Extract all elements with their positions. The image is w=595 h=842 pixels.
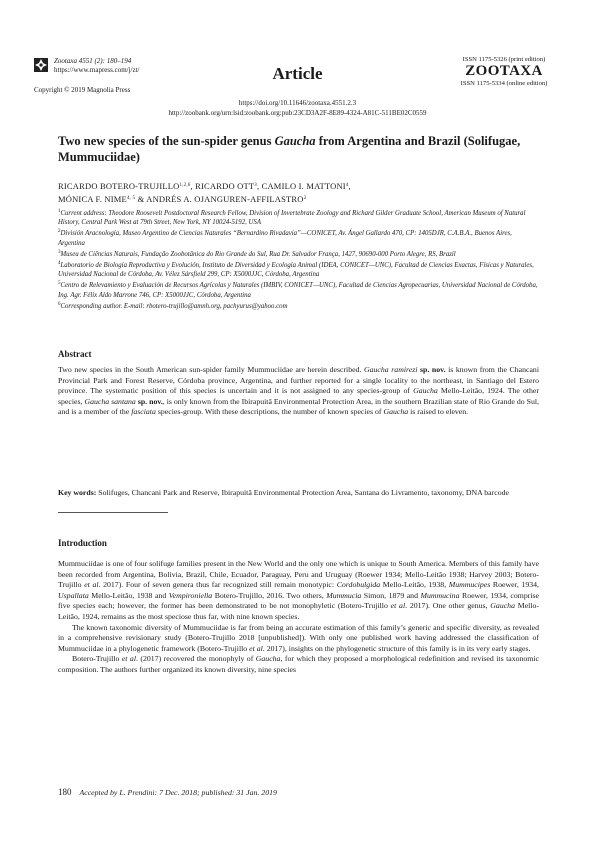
keywords: Key words: Solifuges, Chancani Park and Reserve, Ibirapuitã Environmental Protection Area, Santana do Livramento, taxonomy, DNA barcode: [58, 488, 509, 497]
zoobank-lsid-link[interactable]: http://zoobank.org/urn:lsid:zoobank.org:pub:23CD3A2F-8E89-4324-A81C-511BE02C0559: [168, 108, 427, 117]
section-divider: [58, 512, 168, 513]
affiliation-4: $^4$Laboratorio de Biología Reproductiva y Evolución, Instituto de Diversidad y Ecología Animal (IDEA, CONICET—UNC), Facultad de Ciencias Exactas, Físicas y Naturales, Universidad Nacional de Córdoba, Av. Vélez Sársfield 299, CP: X5000JJC, Córdoba, Argentina: [58, 261, 534, 279]
abstract-text: Two new species in the South American sun-spider family Mummuciidae are herein described. Gaucha ramirezi sp. nov. is known from the Chancani Provincial Park and Forest Reserve, Córdoba province, Argentina, and further reported for a single locality to the northeast, in Santiago del Estero province. The systematic position of this species is uncertain and it is not assigned to any species-group of Gaucha Mello-Leitão, 1924. The other species, Gaucha santana sp. nov., is only known from the Ibirapuitã Environmental Protection Area, in the southern Brazilian state of Rio Grande do Sul, and is a member of the fasciata species-group. With these descriptions, the number of known species of Gaucha is raised to eleven.: [58, 365, 539, 417]
affiliations: [58, 207, 538, 311]
intro-paragraph-3: Botero-Trujillo et al. (2017) recovered the monophyly of Gaucha, for which they proposed a morphological redefinition and revised its taxonomic composition. The authors further organized its known diversity, nine species: [58, 654, 539, 674]
doi-link[interactable]: https://doi.org/10.11646/zootaxa.4551.2.3: [238, 99, 357, 107]
journal-volume-line: Zootaxa 4551 (2): 180–194: [54, 57, 132, 65]
introduction-heading: Introduction: [58, 538, 107, 548]
intro-paragraph-2: The known taxonomic diversity of Mummuciidae is far from being an accurate estimation of this family’s generic and specific diversity, as revealed in a comprehensive revisionary study (Botero-Trujillo 2018 [unpublished]). With only one published work having addressed the classification of Mummuciidae in a phylogenetic framework (Botero-Trujillo et al. 2017), insights on the phylogenetic structure of this family is in its very early stages.: [58, 622, 539, 653]
page-number: 180: [58, 787, 72, 797]
article-type-label: Article: [272, 64, 323, 83]
affiliation-3: $^3$Museu de Ciências Naturais, Fundação Zoobotânica do Rio Grande do Sul, Rua Dr. Salvador França, 1427, 90690-000 Porto Alegre, RS, Brazil: [58, 249, 456, 258]
introduction-body: [58, 559, 539, 676]
copyright-line: Copyright © 2019 Magnolia Press: [34, 86, 131, 94]
intro-paragraph-1: Mummuciidae is one of four solifuge families present in the New World and the only one which is unique to South America. Members of this family have been recorded from Argentina, Bolivia, Brazil, Chile, Ecuador, Paraguay, Peru and Uruguay (Roewer 1934; Mello-Leitão 1938; Harvey 2003; Botero-Trujillo et al. 2017). Four of seven genera thus far recognized still remain monotypic: Cordobulgida Mello-Leitão, 1938, Mummucipes Roewer, 1934, Uspallata Mello-Leitão, 1938 and Vempironiella Botero-Trujillo, 2016. Two others, Mummucia Simon, 1879 and Mummucina Roewer, 1934, comprise five species each; however, the former has been demonstrated to be not monophyletic (Botero-Trujillo et al. 2017). One other genus, Gaucha Mello-Leitão, 1924, remains as the most speciose thus far, with nine known species.: [58, 559, 540, 621]
journal-header-right: [449, 56, 559, 87]
affiliation-2: $^2$División Aracnología, Museo Argentino de Ciencias Naturales “Bernardino Rivadavia”—CONICET, Av. Ángel Gallardo 470, CP: 1405DJR, C.A.B.A., Buenos Aires, Argentina: [58, 229, 512, 247]
affiliation-1: $^1$Current address: Theodore Roosevelt Postdoctoral Research Fellow, Division of Invertebrate Zoology and Richard Gilder Graduate School, American Museum of Natural History, Central Park West at 79th Street, New York, NY 10024-5192, USA: [58, 209, 526, 227]
accepted-line: Accepted by L. Prendini: 7 Dec. 2018; published: 31 Jan. 2019: [79, 788, 277, 797]
affiliation-5: $^5$Centro de Relevamiento y Evaluación de Recursos Agrícolas y Naturales (IMBIV, CONICET—UNC), Facultad de Ciencias Agropecuarias, Universidad Nacional de Córdoba, Ing. Agr. Félix Aldo Marrone 746, CP: X5000JJC, Córdoba, Argentina: [58, 281, 538, 299]
affiliation-6-corresponding: $^6$Corresponding author. E-mail: rbotero-trujillo@amnh.org, pachyurus@yahoo.com: [58, 301, 288, 310]
issn-print: ISSN 1175-5326 (print edition): [462, 56, 546, 63]
identifiers: [0, 99, 595, 118]
author-list: RICARDO BOTERO-TRUJILLO$^{1,2,6}$, RICARDO OTT$^3$, CAMILO I. MATTONI$^4$, MÓNICA F. NIME$^{4, 5}$ & ANDRÉS A. OJANGUREN-AFFILASTRO$^2$: [58, 181, 351, 204]
journal-url[interactable]: https://www.mapress.com/j/zt/: [54, 66, 140, 75]
page-footer: [58, 787, 277, 797]
journal-name: ZOOTAXA: [465, 63, 543, 79]
issn-online: ISSN 1175-5334 (online edition): [460, 80, 548, 87]
abstract-heading: Abstract: [58, 349, 92, 359]
article-title: Two new species of the sun-spider genus Gaucha from Argentina and Brazil (Solifugae, Mummuciidae): [58, 134, 521, 164]
